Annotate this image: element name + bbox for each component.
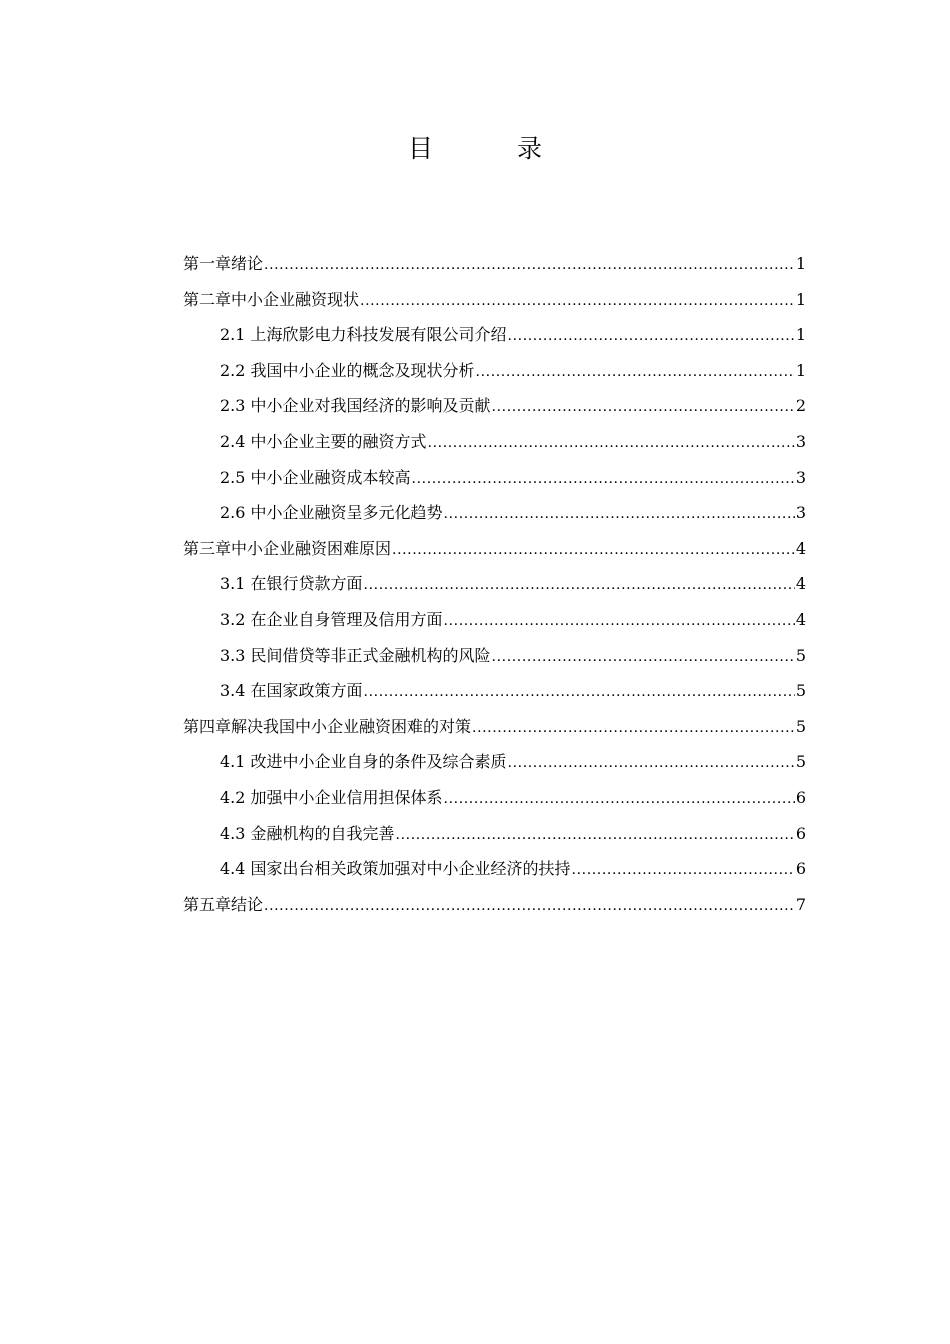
toc-page-number: 6 [795,823,806,843]
toc-entry-label: 第三章中小企业融资困难原因 [183,538,392,558]
toc-entry[interactable] [183,317,806,353]
toc-dot-leader [492,390,795,426]
toc-dot-leader [492,640,795,676]
toc-dot-leader [364,675,795,711]
toc-entry[interactable] [183,673,806,709]
toc-entry[interactable] [183,424,806,460]
toc-dot-leader [444,497,795,533]
toc-entry-label: 第五章结论 [183,894,264,914]
toc-entry[interactable] [183,887,806,923]
toc-page-number: 1 [795,360,806,380]
toc-entry-label: 2.5 中小企业融资成本较高 [220,467,411,487]
toc-entry[interactable] [183,780,806,816]
toc-dot-leader [396,818,795,854]
toc-entry-label: 第一章绪论 [183,254,264,273]
toc-entry[interactable] [183,816,806,852]
toc-entry-label: 2.3 中小企业对我国经济的影响及贡献 [220,396,491,416]
toc-entry-label: 2.2 我国中小企业的概念及现状分析 [220,360,475,380]
toc-dot-leader [476,355,795,391]
toc-entry-label: 4.3 金融机构的自我完善 [220,823,395,843]
toc-page-number: 4 [795,609,806,629]
toc-dot-leader [392,533,795,569]
toc-dot-leader [264,889,795,925]
toc-page-number: 3 [795,431,806,451]
toc-entry[interactable] [183,566,806,602]
toc-page-number: 6 [795,859,806,879]
toc-entry-label: 第二章中小企业融资现状 [183,289,360,309]
toc-dot-leader [364,568,795,604]
toc-dot-leader [444,782,795,818]
toc-page-number: 5 [795,716,806,736]
toc-dot-leader [360,284,795,320]
toc-page-number: 1 [795,289,806,309]
toc-page-number: 5 [795,681,806,701]
toc-entry[interactable] [183,709,806,745]
toc-entry[interactable] [183,744,806,780]
toc-title: 目 录 [408,134,580,163]
toc-entry[interactable] [183,495,806,531]
toc-entry-label: 2.4 中小企业主要的融资方式 [220,431,427,451]
toc-page-number: 4 [795,538,806,558]
toc-page-number: 7 [795,894,806,914]
toc-entry[interactable] [183,602,806,638]
toc-page-number: 1 [795,325,806,345]
toc-dot-leader [444,604,795,640]
toc-dot-leader [264,248,795,284]
toc-dot-leader [472,711,795,747]
toc-entry[interactable] [183,282,806,318]
toc-entry-label: 3.1 在银行贷款方面 [220,574,363,594]
toc-page-number: 5 [795,645,806,665]
toc-page-number: 3 [795,467,806,487]
toc-entry-label: 2.6 中小企业融资呈多元化趋势 [220,503,443,523]
toc-entry-label: 第四章解决我国中小企业融资困难的对策 [183,716,472,736]
toc-entry[interactable] [183,851,806,887]
toc-dot-leader [508,319,795,355]
toc-entry[interactable] [183,246,806,282]
toc-page-number: 1 [795,254,806,273]
toc-page-number: 2 [795,396,806,416]
toc-page-number: 4 [795,574,806,594]
toc-entry[interactable] [183,638,806,674]
toc-dot-leader [572,853,795,889]
toc-entry-label: 4.1 改进中小企业自身的条件及综合素质 [220,752,507,772]
toc-page-number: 3 [795,503,806,523]
toc-list [183,246,806,922]
toc-page-number: 6 [795,787,806,807]
toc-dot-leader [428,426,795,462]
toc-entry[interactable] [183,531,806,567]
toc-entry-label: 3.4 在国家政策方面 [220,681,363,701]
toc-entry-label: 4.2 加强中小企业信用担保体系 [220,787,443,807]
toc-entry[interactable] [183,460,806,496]
toc-entry[interactable] [183,388,806,424]
toc-entry-label: 4.4 国家出台相关政策加强对中小企业经济的扶持 [220,859,571,879]
toc-page-number: 5 [795,752,806,772]
toc-dot-leader [412,462,795,498]
toc-entry[interactable] [183,353,806,389]
toc-entry-label: 3.2 在企业自身管理及信用方面 [220,609,443,629]
toc-entry-label: 3.3 民间借贷等非正式金融机构的风险 [220,645,491,665]
toc-dot-leader [508,746,795,782]
toc-entry-label: 2.1 上海欣影电力科技发展有限公司介绍 [220,325,507,345]
